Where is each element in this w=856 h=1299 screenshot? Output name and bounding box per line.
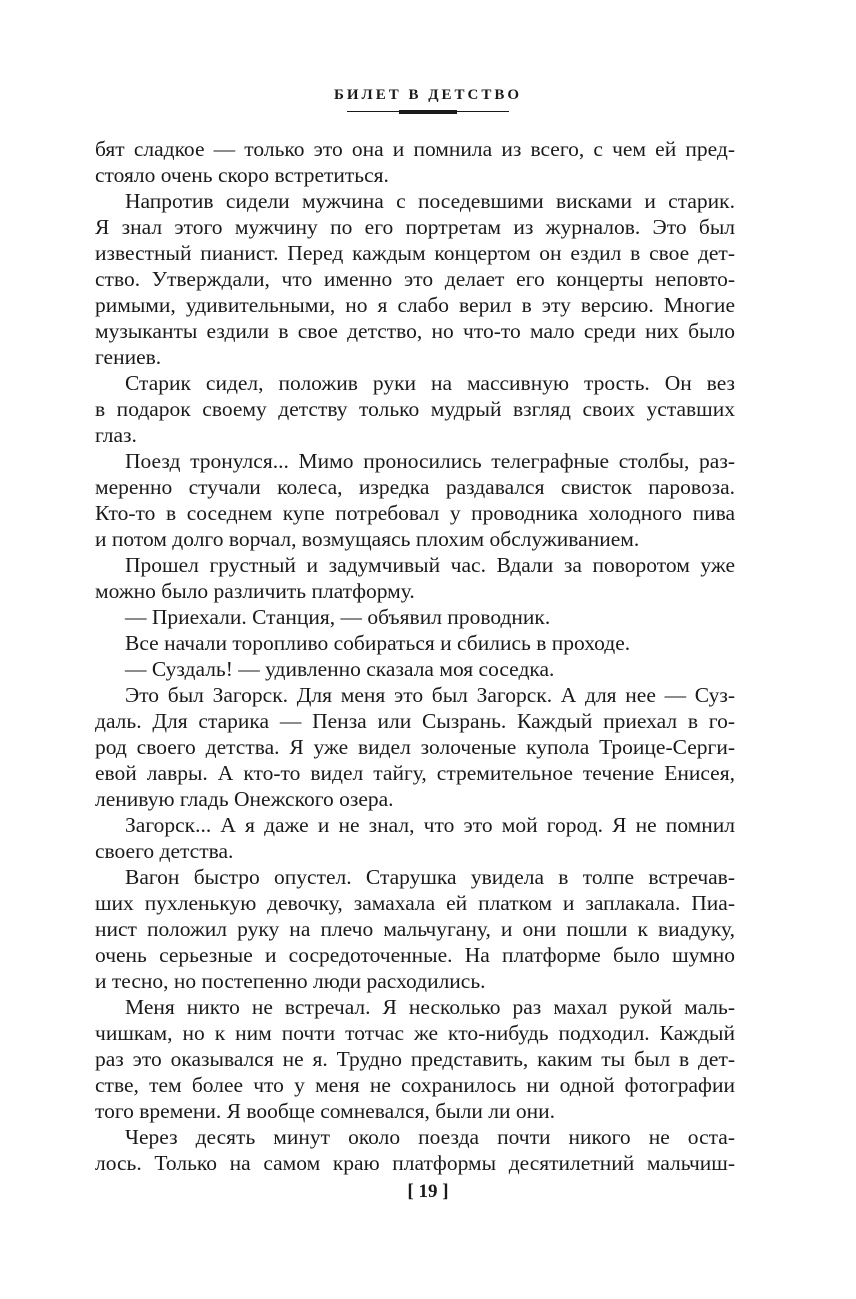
running-header-title: БИЛЕТ В ДЕТСТВО [333,87,523,103]
text-line: евой лавры. А кто-то видел тайгу, стремительное течение Енисея, [95,761,735,785]
text-line: чишкам, но к ним почти тотчас же кто-нибудь подходил. Каждый [95,1021,735,1045]
text-line: Все начали торопливо собираться и сбились в проходе. [125,631,631,655]
text-line: того времени. Я вообще сомневался, были ли они. [95,1099,556,1123]
text-line: можно было различить платформу. [95,579,415,603]
text-line: Прошел грустный и задумчивый час. Вдали за поворотом уже [125,553,735,577]
text-line: и потом долго ворчал, возмущаясь плохим обслуживанием. [95,527,640,551]
text-line: Это был Загорск. Для меня это был Загорск. А для нее — Суз- [125,683,735,707]
text-line: род своего детства. Я уже видел золоченые купола Троице-Серги- [95,735,735,759]
text-line: ленивую гладь Онежского озера. [95,787,394,811]
body-text [95,136,735,1176]
text-line: лось. Только на самом краю платформы десятилетний мальчиш- [95,1151,735,1175]
text-line: глаз. [95,423,137,447]
text-line: своего детства. [95,839,234,863]
header-rule [347,110,509,114]
running-header [0,86,856,114]
text-line: музыканты ездили в свое детство, но что-то мало среди них было [95,319,735,343]
text-line: Меня никто не встречал. Я несколько раз махал рукой маль- [125,995,735,1019]
text-line: Загорск... А я даже и не знал, что это мой город. Я не помнил [125,813,735,837]
text-line: гениев. [95,345,162,369]
text-line: раз это оказывался не я. Трудно представить, каким ты был в дет- [95,1047,735,1071]
text-line: ших пухленькую девочку, замахала ей платком и заплакала. Пиа- [95,891,735,915]
text-line: Напротив сидели мужчина с поседевшими висками и старик. [125,189,735,213]
text-line: стояло очень скоро встретиться. [95,163,389,187]
text-line: Я знал этого мужчину по его портретам из журналов. Это был [95,215,735,239]
text-line: стве, тем более что у меня не сохранилось ни одной фотографии [95,1073,735,1097]
text-line: ство. Утверждали, что именно это делает его концерты неповто- [95,267,735,291]
text-line: Кто-то в соседнем купе потребовал у проводника холодного пива [95,501,735,525]
text-line: бят сладкое — только это она и помнила из всего, с чем ей пред- [95,137,735,161]
text-line: Старик сидел, положив руки на массивную трость. Он вез [125,371,735,395]
text-line: римыми, удивительными, но я слабо верил в эту версию. Многие [95,293,735,317]
text-line: Через десять минут около поезда почти никого не оста- [125,1125,735,1149]
text-line: нист положил руку на плечо мальчугану, и они пошли к виадуку, [95,917,735,941]
text-line: Вагон быстро опустел. Старушка увидела в толпе встречав- [125,865,735,889]
page-number: [ 19 ] [407,1181,449,1202]
text-line: меренно стучали колеса, изредка раздавался свисток паровоза. [95,475,735,499]
text-line: даль. Для старика — Пенза или Сызрань. Каждый приехал в го- [95,709,735,733]
text-line: — Суздаль! — удивленно сказала моя соседка. [125,657,555,681]
text-line: очень серьезные и сосредоточенные. На платформе было шумно [95,943,735,967]
text-line: и тесно, но постепенно люди расходились. [95,969,486,993]
text-line: — Приехали. Станция, — объявил проводник. [125,605,551,629]
text-line: в подарок своему детству только мудрый взгляд своих уставших [95,397,735,421]
text-line: Поезд тронулся... Мимо проносились телеграфные столбы, раз- [125,449,735,473]
text-line: известный пианист. Перед каждым концертом он ездил в свое дет- [95,241,735,265]
